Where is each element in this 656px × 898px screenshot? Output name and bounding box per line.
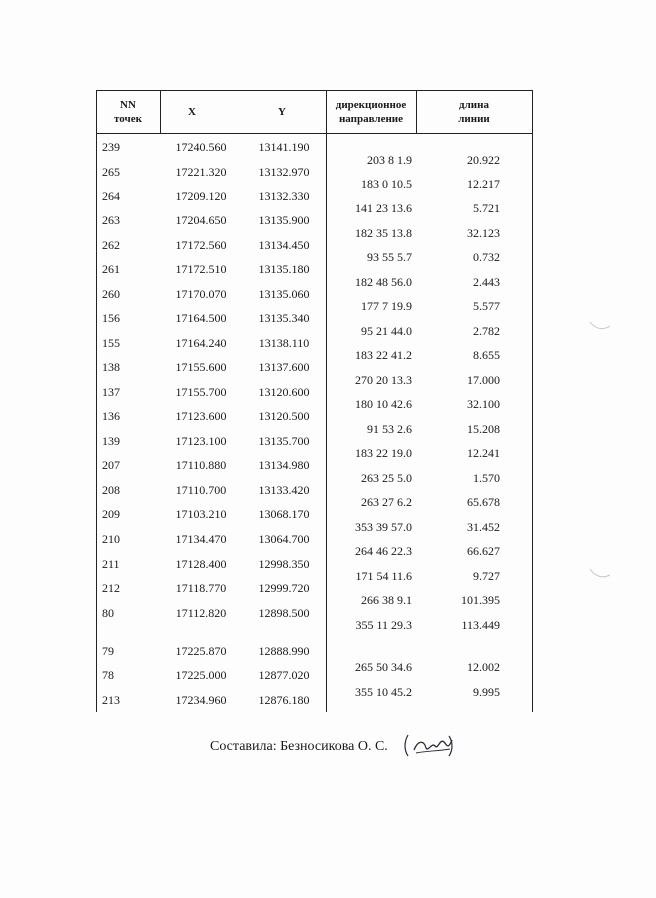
point-x-coord: 17204.650 <box>175 213 227 227</box>
segment-length: 113.449 <box>461 618 500 632</box>
segment-direction: 171 54 11.6 <box>355 569 412 583</box>
segment-length: 9.727 <box>473 569 500 583</box>
point-y-coord: 13135.900 <box>258 213 310 227</box>
header-length-line2: линии <box>458 113 490 125</box>
segment-direction: 95 21 44.0 <box>361 324 412 338</box>
point-number: 156 <box>102 311 120 325</box>
point-y-coord: 13132.330 <box>258 189 310 203</box>
segment-length: 5.577 <box>473 299 500 313</box>
point-x-coord: 17118.770 <box>175 581 227 595</box>
point-number: 137 <box>102 385 120 399</box>
segment-length: 12.002 <box>467 660 500 674</box>
segment-length: 32.100 <box>467 397 500 411</box>
segment-direction: 266 38 9.1 <box>361 593 412 607</box>
segment-length: 32.123 <box>467 226 500 240</box>
segment-direction: 182 48 56.0 <box>355 275 412 289</box>
point-x-coord: 17164.500 <box>175 311 227 325</box>
point-y-coord: 12876.180 <box>258 693 310 707</box>
point-number: 265 <box>102 165 120 179</box>
segment-length: 2.443 <box>473 275 500 289</box>
segment-direction: 264 46 22.3 <box>355 544 412 558</box>
segment-length: 101.395 <box>461 593 500 607</box>
table-border-left <box>96 90 97 712</box>
header-length-line1: длина <box>459 99 489 111</box>
header-nn <box>96 90 160 134</box>
point-x-coord: 17110.880 <box>175 458 227 472</box>
point-y-coord: 13135.340 <box>258 311 310 325</box>
point-number: 213 <box>102 693 120 707</box>
point-number: 211 <box>102 557 120 571</box>
point-number: 264 <box>102 189 120 203</box>
segment-length: 66.627 <box>467 544 500 558</box>
header-length <box>416 90 532 134</box>
point-x-coord: 17225.870 <box>175 644 227 658</box>
point-number: 209 <box>102 507 120 521</box>
point-x-coord: 17155.600 <box>175 360 227 374</box>
point-y-coord: 13134.980 <box>258 458 310 472</box>
segment-length: 20.922 <box>467 153 500 167</box>
point-y-coord: 13068.170 <box>258 507 310 521</box>
point-number: 138 <box>102 360 120 374</box>
point-y-coord: 13141.190 <box>258 140 310 154</box>
point-y-coord: 12898.500 <box>258 606 310 620</box>
point-x-coord: 17172.510 <box>175 262 227 276</box>
segment-length: 31.452 <box>467 520 500 534</box>
segment-direction: 93 55 5.7 <box>367 250 412 264</box>
point-x-coord: 17112.820 <box>175 606 227 620</box>
point-y-coord: 13120.500 <box>258 409 310 423</box>
segment-direction: 180 10 42.6 <box>355 397 412 411</box>
segment-direction: 270 20 13.3 <box>355 373 412 387</box>
point-y-coord: 13137.600 <box>258 360 310 374</box>
point-y-coord: 13132.970 <box>258 165 310 179</box>
point-x-coord: 17240.560 <box>175 140 227 154</box>
point-number: 80 <box>102 606 114 620</box>
segment-length: 65.678 <box>467 495 500 509</box>
point-number: 261 <box>102 262 120 276</box>
point-number: 212 <box>102 581 120 595</box>
point-y-coord: 13138.110 <box>258 336 310 350</box>
header-y-label: Y <box>278 106 286 118</box>
segment-direction: 265 50 34.6 <box>355 660 412 674</box>
segment-direction: 141 23 13.6 <box>355 201 412 215</box>
segment-length: 9.995 <box>473 685 500 699</box>
point-number: 208 <box>102 483 120 497</box>
point-x-coord: 17134.470 <box>175 532 227 546</box>
segment-direction: 203 8 1.9 <box>367 153 412 167</box>
point-number: 263 <box>102 213 120 227</box>
point-x-coord: 17123.100 <box>175 434 227 448</box>
point-x-coord: 17221.320 <box>175 165 227 179</box>
point-x-coord: 17123.600 <box>175 409 227 423</box>
table-divider-y <box>326 90 327 712</box>
point-x-coord: 17170.070 <box>175 287 227 301</box>
segment-direction: 355 10 45.2 <box>355 685 412 699</box>
segment-direction: 353 39 57.0 <box>355 520 412 534</box>
segment-length: 17.000 <box>467 373 500 387</box>
margin-scratch-mark <box>588 318 612 332</box>
compiled-by-line: Составила: Безносикова О. С. <box>210 739 388 754</box>
header-nn-line1: NN <box>120 99 136 111</box>
point-y-coord: 13135.060 <box>258 287 310 301</box>
point-y-coord: 12998.350 <box>258 557 310 571</box>
header-y <box>238 90 326 134</box>
point-x-coord: 17164.240 <box>175 336 227 350</box>
segment-direction: 263 25 5.0 <box>361 471 412 485</box>
table-border-right <box>532 90 533 712</box>
header-nn-line2: точек <box>114 113 142 125</box>
segment-length: 15.208 <box>467 422 500 436</box>
segment-direction: 355 11 29.3 <box>355 618 412 632</box>
point-number: 207 <box>102 458 120 472</box>
point-x-coord: 17110.700 <box>175 483 227 497</box>
segment-direction: 183 22 41.2 <box>355 348 412 362</box>
point-number: 210 <box>102 532 120 546</box>
header-direction-line2: направление <box>338 113 404 125</box>
point-number: 139 <box>102 434 120 448</box>
point-y-coord: 13135.180 <box>258 262 310 276</box>
segment-length: 2.782 <box>473 324 500 338</box>
point-number: 260 <box>102 287 120 301</box>
point-y-coord: 13064.700 <box>258 532 310 546</box>
point-y-coord: 13135.700 <box>258 434 310 448</box>
point-y-coord: 12877.020 <box>258 668 310 682</box>
header-direction <box>326 90 416 134</box>
segment-length: 0.732 <box>473 250 500 264</box>
segment-length: 12.217 <box>467 177 500 191</box>
segment-direction: 263 27 6.2 <box>361 495 412 509</box>
point-number: 136 <box>102 409 120 423</box>
header-direction-line1: дирекционное <box>335 99 407 111</box>
point-x-coord: 17234.960 <box>175 693 227 707</box>
segment-direction: 183 0 10.5 <box>361 177 412 191</box>
point-number: 79 <box>102 644 114 658</box>
point-x-coord: 17103.210 <box>175 507 227 521</box>
margin-scratch-mark <box>588 566 612 580</box>
point-y-coord: 12999.720 <box>258 581 310 595</box>
segment-direction: 177 7 19.9 <box>361 299 412 313</box>
segment-direction: 182 35 13.8 <box>355 226 412 240</box>
segment-length: 8.655 <box>473 348 500 362</box>
point-number: 155 <box>102 336 120 350</box>
table-divider-direction <box>416 90 417 134</box>
point-number: 78 <box>102 668 114 682</box>
segment-length: 12.241 <box>467 446 500 460</box>
point-number: 239 <box>102 140 120 154</box>
point-x-coord: 17128.400 <box>175 557 227 571</box>
point-x-coord: 17225.000 <box>175 668 227 682</box>
point-number: 262 <box>102 238 120 252</box>
segment-length: 5.721 <box>473 201 500 215</box>
table-divider-nn <box>160 90 161 134</box>
point-y-coord: 12888.990 <box>258 644 310 658</box>
segment-direction: 91 53 2.6 <box>367 422 412 436</box>
point-y-coord: 13120.600 <box>258 385 310 399</box>
header-x-label: X <box>188 106 196 118</box>
segment-direction: 183 22 19.0 <box>355 446 412 460</box>
point-y-coord: 13134.450 <box>258 238 310 252</box>
point-x-coord: 17209.120 <box>175 189 227 203</box>
point-x-coord: 17155.700 <box>175 385 227 399</box>
header-x <box>160 90 238 134</box>
signature <box>402 732 458 758</box>
point-y-coord: 13133.420 <box>258 483 310 497</box>
segment-length: 1.570 <box>473 471 500 485</box>
point-x-coord: 17172.560 <box>175 238 227 252</box>
